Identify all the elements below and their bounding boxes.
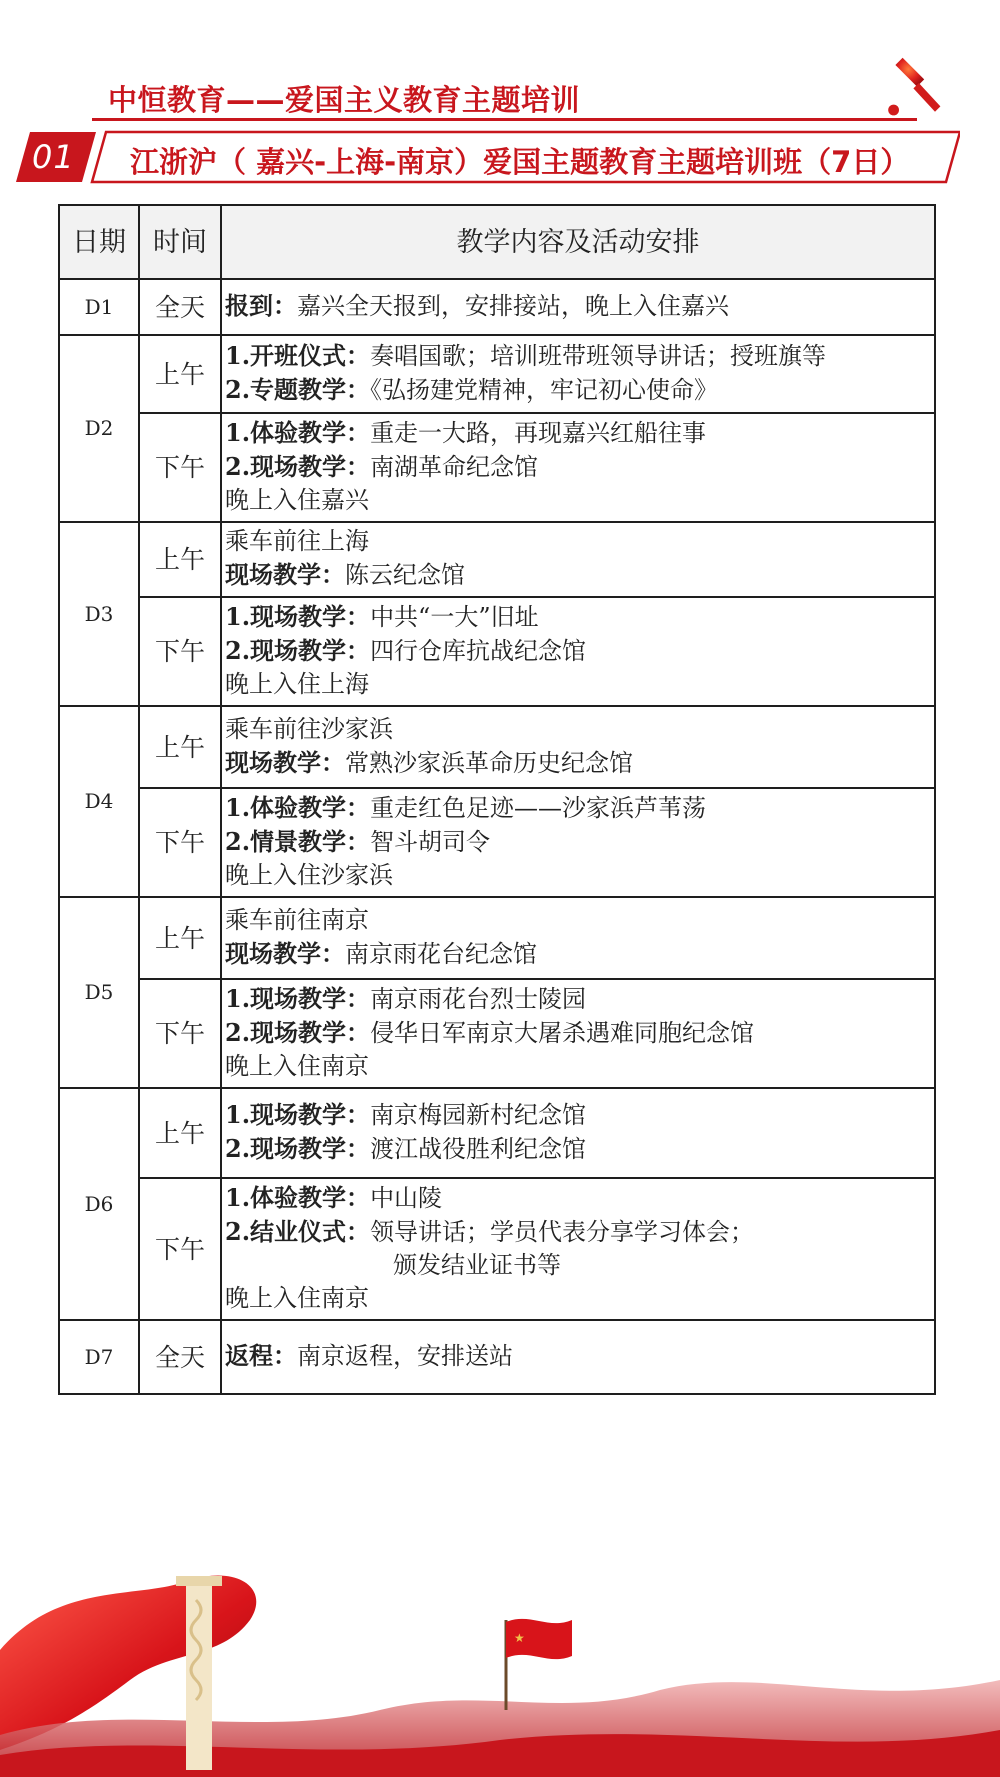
table-row [59, 897, 935, 979]
activity-line [225, 825, 934, 859]
activity-label: 2.情景教学： [225, 827, 371, 856]
activity-text: 晚上入住南京 [225, 1052, 369, 1080]
activity-label: 报到： [225, 291, 297, 320]
activity-label: 返程： [225, 1341, 297, 1370]
header-day: 日期 [59, 205, 139, 279]
activity-line [225, 600, 934, 634]
table-header-row [59, 205, 935, 279]
activity-label: 2.现场教学： [225, 1134, 371, 1163]
activity-line [225, 746, 934, 780]
day-cell: D3 [59, 522, 139, 706]
content-cell [221, 897, 935, 979]
time-cell: 上午 [139, 706, 221, 788]
activity-label: 2.现场教学： [225, 636, 371, 665]
activity-text: 常熟沙家浜革命历史纪念馆 [345, 748, 633, 777]
table-row [59, 335, 935, 413]
table-row [59, 597, 935, 706]
content-cell [221, 597, 935, 706]
activity-line [225, 450, 934, 484]
activity-text: 陈云纪念馆 [345, 561, 465, 589]
activity-line [225, 937, 934, 971]
table-row [59, 706, 935, 788]
activity-line [225, 558, 934, 592]
activity-text: 南京雨花台纪念馆 [345, 939, 537, 968]
red-flag-decoration [0, 1560, 1000, 1777]
time-cell: 上午 [139, 335, 221, 413]
activity-label: 1.体验教学： [225, 793, 371, 822]
activity-label: 2.结业仪式： [225, 1217, 371, 1246]
content-cell [221, 1088, 935, 1178]
content-cell [221, 1320, 935, 1394]
activity-line [225, 484, 934, 517]
activity-label: 1.体验教学： [225, 418, 371, 447]
header-content: 教学内容及活动安排 [221, 205, 935, 279]
activity-text: 四行仓库抗战纪念馆 [370, 637, 587, 665]
activity-text: 中山陵 [370, 1184, 443, 1212]
activity-text: 嘉兴全天报到，安排接站，晚上入住嘉兴 [297, 292, 729, 320]
content-cell [221, 788, 935, 897]
activity-line [225, 1215, 934, 1249]
table-row [59, 413, 935, 522]
day-cell: D1 [59, 279, 139, 335]
activity-line [225, 982, 934, 1016]
activity-text: 中共“一大”旧址 [370, 603, 539, 631]
activity-line [225, 289, 934, 323]
time-cell: 上午 [139, 1088, 221, 1178]
content-cell [221, 279, 935, 335]
content-cell [221, 706, 935, 788]
activity-label: 现场教学： [225, 747, 345, 777]
time-cell: 下午 [139, 979, 221, 1088]
time-cell: 全天 [139, 1320, 221, 1394]
activity-text: 南湖革命纪念馆 [370, 453, 539, 481]
activity-line [225, 1132, 934, 1166]
activity-label: 2.现场教学： [225, 452, 371, 481]
section-number: 01 [32, 138, 75, 176]
activity-line [225, 1282, 934, 1315]
time-cell: 下午 [139, 597, 221, 706]
content-cell [221, 522, 935, 597]
content-cell [221, 1178, 935, 1320]
activity-line [225, 525, 934, 558]
activity-text: 晚上入住上海 [225, 670, 369, 698]
activity-line [225, 1050, 934, 1083]
activity-label: 1.现场教学： [225, 1100, 371, 1129]
activity-line [225, 713, 934, 746]
time-cell: 下午 [139, 788, 221, 897]
schedule-table [58, 204, 936, 1395]
activity-text: 南京雨花台烈士陵园 [370, 985, 587, 1013]
table-row [59, 979, 935, 1088]
content-cell [221, 413, 935, 522]
activity-line [225, 1098, 934, 1132]
table-row [59, 1088, 935, 1178]
time-cell: 下午 [139, 413, 221, 522]
header-time: 时间 [139, 205, 221, 279]
activity-text: 南京返程，安排送站 [297, 1342, 513, 1370]
section-title: 江浙沪（ 嘉兴-上海-南京）爱国主题教育主题培训班（7日） [130, 145, 910, 179]
activity-text: 奏唱国歌；培训班带班领导讲话；授班旗等 [370, 342, 827, 370]
activity-text: 渡江战役胜利纪念馆 [370, 1135, 587, 1163]
activity-text: 晚上入住嘉兴 [225, 486, 369, 514]
activity-line [225, 859, 934, 892]
time-cell: 上午 [139, 897, 221, 979]
activity-label: 1.现场教学： [225, 602, 371, 631]
day-cell: D2 [59, 335, 139, 522]
day-cell: D7 [59, 1320, 139, 1394]
time-cell: 全天 [139, 279, 221, 335]
content-cell [221, 979, 935, 1088]
day-cell: D5 [59, 897, 139, 1088]
activity-label: 1.现场教学： [225, 984, 371, 1013]
table-row [59, 522, 935, 597]
table-row [59, 1178, 935, 1320]
activity-text: 侵华日军南京大屠杀遇难同胞纪念馆 [370, 1019, 755, 1047]
activity-text: 乘车前往南京 [225, 905, 369, 934]
activity-text: 乘车前往上海 [225, 527, 369, 555]
activity-label: 现场教学： [225, 938, 345, 968]
table-row [59, 788, 935, 897]
activity-label: 2.专题教学： [225, 375, 371, 404]
day-cell: D4 [59, 706, 139, 897]
activity-line [225, 668, 934, 701]
activity-line [225, 373, 934, 407]
activity-line [225, 1016, 934, 1050]
activity-text: 乘车前往沙家浜 [225, 714, 393, 743]
activity-line [225, 634, 934, 668]
party-emblem-icon [872, 38, 962, 128]
header-divider [92, 118, 917, 121]
activity-line [225, 791, 934, 825]
day-cell: D6 [59, 1088, 139, 1320]
activity-label: 2.现场教学： [225, 1018, 371, 1047]
activity-text: 重走红色足迹——沙家浜芦苇荡 [370, 794, 707, 822]
activity-text: 智斗胡司令 [370, 828, 491, 856]
activity-text: 南京梅园新村纪念馆 [370, 1101, 587, 1129]
svg-text:★: ★ [514, 1631, 525, 1645]
activity-line [225, 904, 934, 937]
activity-label: 1.开班仪式： [225, 341, 371, 370]
activity-line [225, 1181, 934, 1215]
time-cell: 下午 [139, 1178, 221, 1320]
activity-line [225, 1339, 934, 1373]
activity-line [225, 1249, 934, 1282]
activity-line [225, 416, 934, 450]
activity-text: 晚上入住沙家浜 [225, 861, 393, 889]
activity-text: 领导讲话；学员代表分享学习体会； [370, 1218, 755, 1246]
activity-label: 现场教学： [225, 560, 345, 589]
activity-text: 《弘扬建党精神，牢记初心使命》 [370, 376, 719, 404]
activity-line [225, 339, 934, 373]
activity-text: 晚上入住南京 [225, 1284, 369, 1312]
time-cell: 上午 [139, 522, 221, 597]
table-row [59, 279, 935, 335]
activity-label: 1.体验教学： [225, 1183, 371, 1212]
activity-text: 颁发结业证书等 [393, 1251, 561, 1279]
table-row [59, 1320, 935, 1394]
content-cell [221, 335, 935, 413]
activity-text: 重走一大路，再现嘉兴红船往事 [370, 419, 707, 447]
page-header-title: 中恒教育——爱国主义教育主题培训 [108, 83, 581, 117]
